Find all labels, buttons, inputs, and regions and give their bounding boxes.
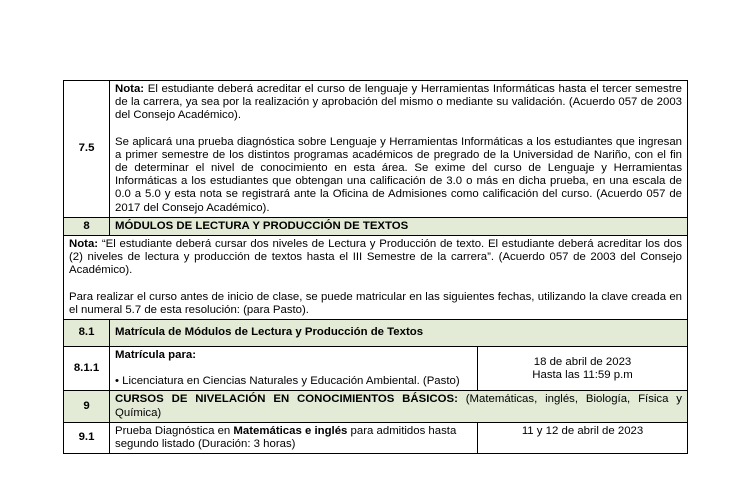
table-row-7-5 bbox=[64, 81, 688, 218]
row-content bbox=[110, 81, 688, 218]
row-content: Prueba Diagnóstica en Matemáticas e inglés para admitidos hasta segundo listado (Duración: 3 horas) bbox=[110, 422, 478, 453]
note-text: “El estudiante deberá cursar dos niveles de Lectura y Producción de texto. El estudiante deberá acreditar los dos (2) niveles de lectura y producción de textos hasta el III Semestre de la carrera”. (Acuerdo 057 de 2003 del Consejo Académico). bbox=[69, 238, 683, 277]
row-number: 7.5 bbox=[64, 81, 110, 218]
table-row-8-1 bbox=[64, 320, 688, 347]
list-item: • Licenciatura en Ciencias Naturales y Educación Ambiental. (Pasto) bbox=[115, 375, 460, 388]
row-content bbox=[64, 236, 688, 320]
table-row-8 bbox=[64, 217, 688, 235]
paragraph: Para realizar el curso antes de inicio de clase, se puede matricular en las siguientes fechas, utilizando la clave creada en el numeral 5.7 de esta resolución: (para Pasto). bbox=[69, 290, 683, 316]
table-row-9-1 bbox=[64, 422, 688, 453]
date-cell: 11 y 12 de abril de 2023 bbox=[478, 422, 688, 453]
date-cell bbox=[478, 347, 688, 391]
row-content bbox=[110, 347, 478, 391]
paragraph: Se aplicará una prueba diagnóstica sobre Lenguaje y Herramientas Informáticas a los estudiantes que ingresan a primer semestre de los distintos programas académicos de pregrado de la Universidad de Nariño, con el fin de determinar el nivel de conocimiento en esta área. Se exime del curso de Lenguaje y Herramientas Informáticas a los estudiantes que obtengan una calificación de 3.0 o más en dicha prueba, en una escala de 0.0 a 5.0 y esta nota se registrará ante la Oficina de Admisiones como calificación del curso. (Acuerdo 057 de 2017 del Consejo Académico). bbox=[115, 135, 683, 214]
calendar-table bbox=[63, 80, 688, 454]
section-title: Matrícula de Módulos de Lectura y Producción de Textos bbox=[110, 320, 688, 347]
note-label: Nota: bbox=[69, 238, 99, 251]
table-row-9 bbox=[64, 391, 688, 422]
time-text: Hasta las 11:59 p.m bbox=[532, 368, 633, 381]
row-number: 8.1.1 bbox=[64, 347, 110, 391]
date-text: 18 de abril de 2023 bbox=[533, 355, 632, 368]
row-number: 8 bbox=[64, 217, 110, 235]
row-number: 9.1 bbox=[64, 422, 110, 453]
section-title: MÓDULOS DE LECTURA Y PRODUCCIÓN DE TEXTOS bbox=[110, 217, 688, 235]
note-text: El estudiante deberá acreditar el curso de lenguaje y Herramientas Informáticas hasta el tercer semestre de la carrera, ya sea por la realización y aprobación del mismo o mediante su validación. (Acuerdo 057 de 2003 del Consejo Académico). bbox=[115, 83, 683, 122]
note-label: Nota: bbox=[115, 83, 145, 95]
table-row-8-note bbox=[64, 236, 688, 320]
row-number: 8.1 bbox=[64, 320, 110, 347]
section-title: CURSOS DE NIVELACIÓN EN CONOCIMIENTOS BÁSICOS: (Matemáticas, inglés, Biología, Física y Química) bbox=[110, 391, 688, 422]
row-number: 9 bbox=[64, 391, 110, 422]
sub-heading: Matrícula para: bbox=[115, 349, 197, 362]
table-row-8-1-1 bbox=[64, 347, 688, 391]
